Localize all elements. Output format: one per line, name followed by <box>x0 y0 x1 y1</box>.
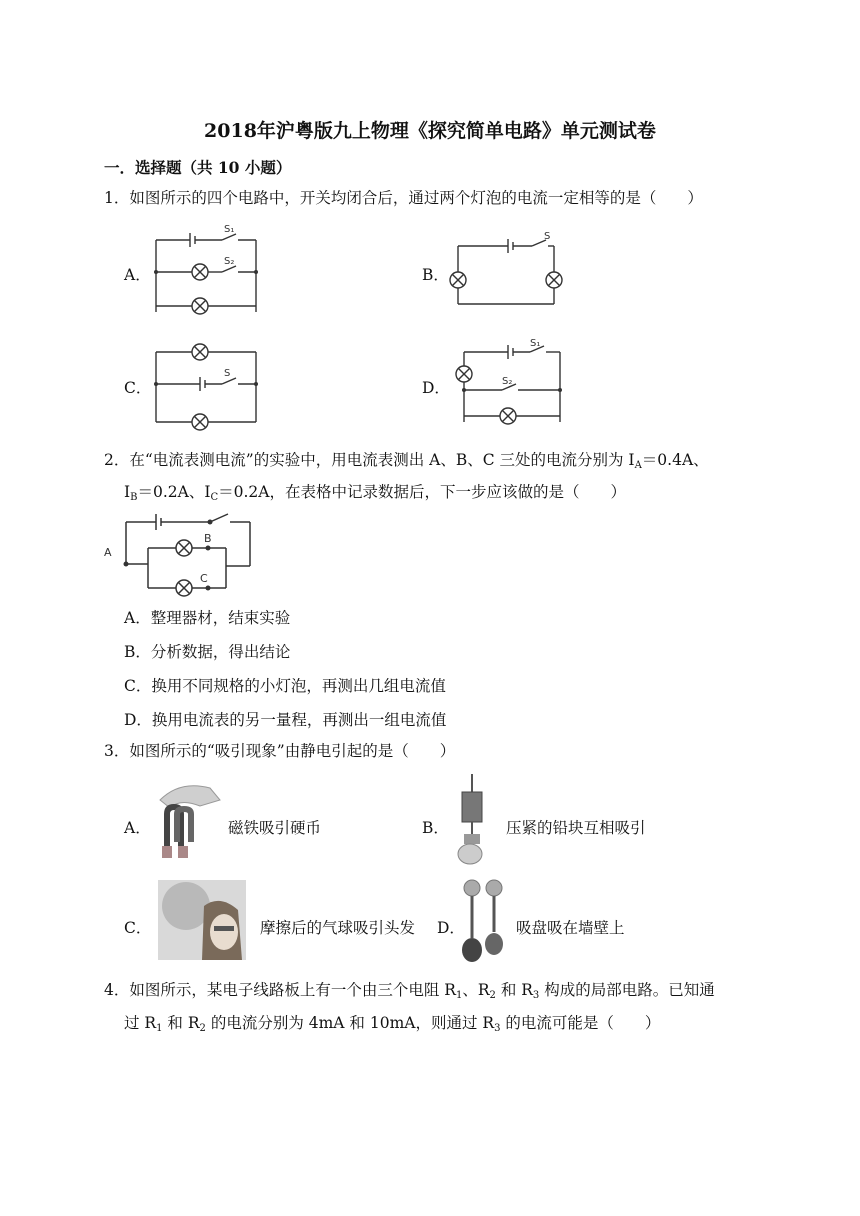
q1-circuit-a <box>150 226 262 318</box>
q4-text-1d: 构成的局部电路。已知通 <box>539 981 715 999</box>
q1-option-a-letter: A． <box>124 266 151 284</box>
q4-text-2b: 和 R <box>162 1014 200 1032</box>
q4-sub-3: 3 <box>532 990 540 1001</box>
q4-text-1b: 、R <box>462 981 490 999</box>
q3-option-b-letter: B． <box>422 819 449 837</box>
q2-stem-2c: ＝0.2A，在表格中记录数据后，下一步应该做的是（ ） <box>218 483 626 501</box>
q2-sub-a: A <box>634 460 642 471</box>
q3-option-c-text: 摩擦后的气球吸引头发 <box>260 919 416 937</box>
q3-suction-cup-photo <box>456 876 510 966</box>
q2-sub-b: B <box>130 492 138 503</box>
q1-c-label-s: S <box>224 368 231 379</box>
q3-option-b-text: 压紧的铅块互相吸引 <box>506 819 646 837</box>
q1-circuit-d <box>452 336 568 428</box>
q2-option-d: D．换用电流表的另一量程，再测出一组电流值 <box>124 711 447 729</box>
q4-sub-t1: 1 <box>156 1023 163 1034</box>
q2-label-a: A <box>104 546 112 559</box>
q3-balloon-hair-photo <box>158 880 246 960</box>
q4-text-1c: 和 R <box>495 981 533 999</box>
q2-option-a: A．整理器材，结束实验 <box>124 609 291 627</box>
q4-text-2a: 过 R <box>124 1014 157 1032</box>
q2-stem-line-2 <box>124 482 626 508</box>
q2-stem-2a: I <box>124 483 131 501</box>
q1-a-label-s2: S₂ <box>224 256 235 267</box>
q4-text-1a: 4．如图所示，某电子线路板上有一个由三个电阻 R <box>104 981 456 999</box>
q2-stem-1a: 2．在“电流表测电流”的实验中，用电流表测出 A、B、C 三处的电流分别为 I <box>104 451 635 469</box>
q1-d-label-s1: S₁ <box>530 338 541 349</box>
q4-sub-2: 2 <box>489 990 496 1001</box>
q1-d-label-s2: S₂ <box>502 376 513 387</box>
q1-stem: 1．如图所示的四个电路中，开关均闭合后，通过两个灯泡的电流一定相等的是（ ） <box>104 189 703 207</box>
q3-option-d-text: 吸盘吸在墙壁上 <box>516 919 625 937</box>
q2-option-b: B．分析数据，得出结论 <box>124 643 291 661</box>
q4-text-2d: 的电流可能是（ ） <box>500 1014 661 1032</box>
q2-label-b: B <box>204 532 212 545</box>
page-title: 2018年沪粤版九上物理《探究简单电路》单元测试卷 <box>204 120 656 142</box>
section-heading: 一．选择题（共 10 小题） <box>104 158 292 177</box>
q3-option-a-text: 磁铁吸引硬币 <box>228 819 322 837</box>
q4-sub-t3: 3 <box>494 1023 501 1034</box>
q2-circuit-figure <box>104 510 256 602</box>
q4-sub-1: 1 <box>455 990 463 1001</box>
q3-lead-blocks-photo <box>448 774 496 870</box>
q3-stem: 3．如图所示的“吸引现象”由静电引起的是（ ） <box>104 742 456 760</box>
q3-option-c-letter: C． <box>124 919 152 937</box>
q1-circuit-c <box>150 340 262 428</box>
q2-sub-c: C <box>210 492 219 503</box>
q1-option-b-letter: B． <box>422 266 449 284</box>
q2-stem-line-1 <box>104 450 709 476</box>
q3-magnet-coin-photo <box>150 780 224 868</box>
q2-stem-1b: ＝0.4A、 <box>641 451 709 469</box>
q4-sub-t2: 2 <box>199 1023 206 1034</box>
q4-stem-line-2 <box>124 1013 660 1039</box>
q2-label-c: C <box>200 572 208 585</box>
q2-stem-2b: ＝0.2A、I <box>137 483 211 501</box>
q3-option-a-letter: A． <box>124 819 151 837</box>
q1-option-c-letter: C． <box>124 379 152 397</box>
q1-b-label-s: S <box>544 231 551 242</box>
q1-circuit-b <box>448 232 570 310</box>
q1-a-label-s1: S₁ <box>224 224 235 235</box>
q2-option-c: C．换用不同规格的小灯泡，再测出几组电流值 <box>124 677 446 695</box>
q4-stem-line-1 <box>104 980 715 1006</box>
q4-text-2c: 的电流分别为 4mA 和 10mA，则通过 R <box>205 1014 495 1032</box>
q1-option-d-letter: D． <box>422 379 450 397</box>
q3-option-d-letter: D． <box>437 919 465 937</box>
